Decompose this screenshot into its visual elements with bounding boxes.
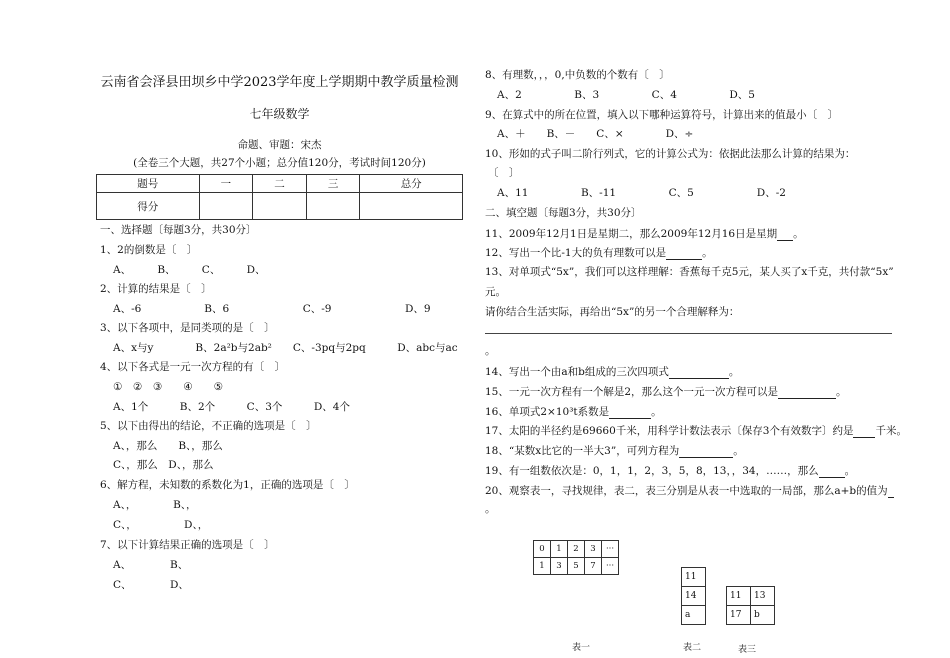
question-1-options: A、 B、 C、 D、 <box>113 264 266 276</box>
table-one-cell: ··· <box>602 541 619 558</box>
question-18 <box>485 443 744 458</box>
question-14-blank[interactable] <box>669 364 729 379</box>
table-one-cell: 2 <box>568 541 585 558</box>
table-one-cell: 5 <box>568 558 585 575</box>
table-three-cell: b <box>751 606 775 625</box>
question-1: 1、2的倒数是〔 〕 <box>100 244 198 256</box>
question-6-options-cd: C、， D、， <box>113 519 209 531</box>
score-table <box>96 174 463 220</box>
question-4-options: A、1个 B、2个 C、3个 D、4个 <box>113 401 350 413</box>
section-fill-heading: 二、填空题〔每题3分，共30分〕 <box>485 207 642 219</box>
question-2: 2、计算的结果是〔 〕 <box>100 283 212 295</box>
table-three-row <box>727 606 775 625</box>
question-12-end: 。 <box>702 247 713 259</box>
question-3: 3、以下各项中，是同类项的是〔 〕 <box>100 322 275 334</box>
question-20-blank[interactable] <box>888 483 894 498</box>
question-15-end: 。 <box>836 386 847 398</box>
question-7-option-a: A、 <box>113 559 132 571</box>
score-header-cell: 三 <box>306 175 360 193</box>
exam-title: 云南省会泽县田坝乡中学2023学年度上学期期中教学质量检测 <box>100 75 459 90</box>
grade-subject: 七年级数学 <box>249 107 310 121</box>
question-17-text: 17、太阳的半径约是69660千米，用科学计数法表示〔保存3个有效数字〕约是 <box>485 425 854 437</box>
table-one <box>533 540 619 575</box>
question-16-end: 。 <box>651 406 662 418</box>
question-17-blank[interactable] <box>853 423 875 438</box>
author-line: 命题、审题：宋杰 <box>237 139 322 151</box>
question-7-option-d: D、 <box>170 579 189 591</box>
score-cell[interactable] <box>306 193 360 220</box>
table-three-cell: 13 <box>751 587 775 606</box>
question-12-blank[interactable] <box>666 245 702 260</box>
question-20-text: 20、观察表一，寻找规律，表二，表三分别是从表一中选取的一局部，那么a+b的值为 <box>485 485 888 497</box>
question-12-text: 12、写出一个比-1大的负有理数可以是 <box>485 247 667 259</box>
table-one-cell: 1 <box>551 541 568 558</box>
question-18-text: 18、“某数x比它的一半大3”，可列方程为 <box>485 445 680 457</box>
table-two-cell: 14 <box>682 587 706 606</box>
question-14-end: 。 <box>728 366 740 378</box>
question-18-blank[interactable] <box>679 443 733 458</box>
score-header-cell: 总分 <box>360 175 463 193</box>
section-choice-heading: 一、选择题〔每题3分，共30分〕 <box>100 224 257 236</box>
table-one-cell: 3 <box>551 558 568 575</box>
question-19-end: 。 <box>844 465 856 477</box>
score-cell[interactable] <box>199 193 253 220</box>
table-two-row <box>682 606 706 625</box>
question-6: 6、解方程，未知数的系数化为1，正确的选项是〔 〕 <box>100 479 355 491</box>
question-13-end: 。 <box>485 345 496 357</box>
question-11-blank[interactable] <box>777 226 793 241</box>
table-one-cell: 7 <box>585 558 602 575</box>
question-12 <box>485 245 713 260</box>
question-6-options-ab: A、， B、， <box>113 499 197 511</box>
question-13-line1: 13、对单项式“5x”，我们可以这样理解：香蕉每千克5元，某人买了x千克，共付款“5x” <box>485 266 894 278</box>
question-20-end: 。 <box>485 503 496 515</box>
question-8-options: A、2 B、3 C、4 D、5 <box>497 89 755 101</box>
table-one-cell: 3 <box>585 541 602 558</box>
question-7-option-c: C、 <box>113 579 132 591</box>
question-16-blank[interactable] <box>609 404 651 419</box>
table-one-row <box>534 541 619 558</box>
table-two-row <box>682 587 706 606</box>
question-10: 10、形如的式子叫二阶行列式，它的计算公式为：依据此法那么计算的结果为： <box>485 148 856 160</box>
question-8: 8、有理数，，，0,中负数的个数有〔 〕 <box>485 69 670 81</box>
question-20 <box>485 483 894 498</box>
question-5-options-ab: A、，那么 B、，那么 <box>113 440 223 452</box>
instructions: (全卷三个大题，共27个小题；总分值120分，考试时间120分) <box>133 157 426 169</box>
table-three-cell: 17 <box>727 606 751 625</box>
question-9-options: A、＋ B、－ C、× D、÷ <box>497 128 694 140</box>
score-header-row <box>97 175 463 193</box>
question-2-options: A、-6 B、6 C、-9 D、9 <box>113 303 431 315</box>
question-10-bracket: 〔 〕 <box>488 167 520 179</box>
table-one-cell: ··· <box>602 558 619 575</box>
question-4-items: ① ② ③ ④ ⑤ <box>113 381 224 393</box>
question-17 <box>485 423 907 438</box>
question-13-line2: 元。 <box>485 286 506 298</box>
question-13-line3: 请你结合生活实际，再给出“5x”的另一个合理解释为： <box>485 306 740 318</box>
table-three-caption: 表三 <box>738 645 757 655</box>
score-row-label: 得分 <box>97 193 200 220</box>
score-header-cell: 二 <box>253 175 307 193</box>
question-19 <box>485 463 855 478</box>
question-15-text: 15、一元一次方程有一个解是2，那么这个一元一次方程可以是 <box>485 386 779 398</box>
question-13-answer-line[interactable] <box>485 333 892 334</box>
question-3-options: A、x与y B、2a²b与2ab² C、-3pq与2pq D、abc与ac <box>113 342 458 354</box>
table-three <box>726 586 775 625</box>
question-4: 4、以下各式是一元一次方程的有〔 〕 <box>100 361 286 373</box>
question-16 <box>485 404 662 419</box>
question-7-option-b: B、 <box>170 559 189 571</box>
score-header-cell: 题号 <box>97 175 200 193</box>
table-two-row <box>682 568 706 587</box>
question-14-text: 14、写出一个由a和b组成的三次四项式 <box>485 366 669 378</box>
question-9: 9、在算式中的所在位置，填入以下哪种运算符号，计算出来的值最小〔 〕 <box>485 109 839 121</box>
question-19-text: 19、有一组数依次是：0，1，1，2，3，5，8，13，，34，……，那么 <box>485 465 819 477</box>
table-three-row <box>727 587 775 606</box>
question-19-blank[interactable] <box>819 463 845 478</box>
table-two-caption: 表二 <box>683 643 702 653</box>
question-15 <box>485 384 847 399</box>
table-one-caption: 表一 <box>572 643 591 653</box>
score-cell[interactable] <box>360 193 463 220</box>
score-row <box>97 193 463 220</box>
question-11-text: 11、2009年12月1日是星期二，那么2009年12月16日是星期 <box>485 228 778 240</box>
question-15-blank[interactable] <box>778 384 836 399</box>
score-header-cell: 一 <box>199 175 253 193</box>
question-10-options: A、11 B、-11 C、5 D、-2 <box>497 187 786 199</box>
question-5-options-cd: C、，那么 D、，那么 <box>113 459 214 471</box>
score-cell[interactable] <box>253 193 307 220</box>
table-two <box>681 567 706 625</box>
table-one-cell: 0 <box>534 541 551 558</box>
question-16-text: 16、单项式2×10³t系数是 <box>485 406 610 418</box>
table-one-row <box>534 558 619 575</box>
table-three-cell: 11 <box>727 587 751 606</box>
question-18-end: 。 <box>733 445 744 457</box>
question-11 <box>485 226 804 241</box>
table-two-cell: a <box>682 606 706 625</box>
question-11-end: 。 <box>793 228 804 240</box>
question-17-end: 千米。 <box>875 425 907 437</box>
table-one-cell: 1 <box>534 558 551 575</box>
question-14 <box>485 364 739 379</box>
question-5: 5、以下由得出的结论，不正确的选项是〔 〕 <box>100 420 317 432</box>
question-7: 7、以下计算结果正确的选项是〔 〕 <box>100 539 275 551</box>
table-two-cell: 11 <box>682 568 706 587</box>
